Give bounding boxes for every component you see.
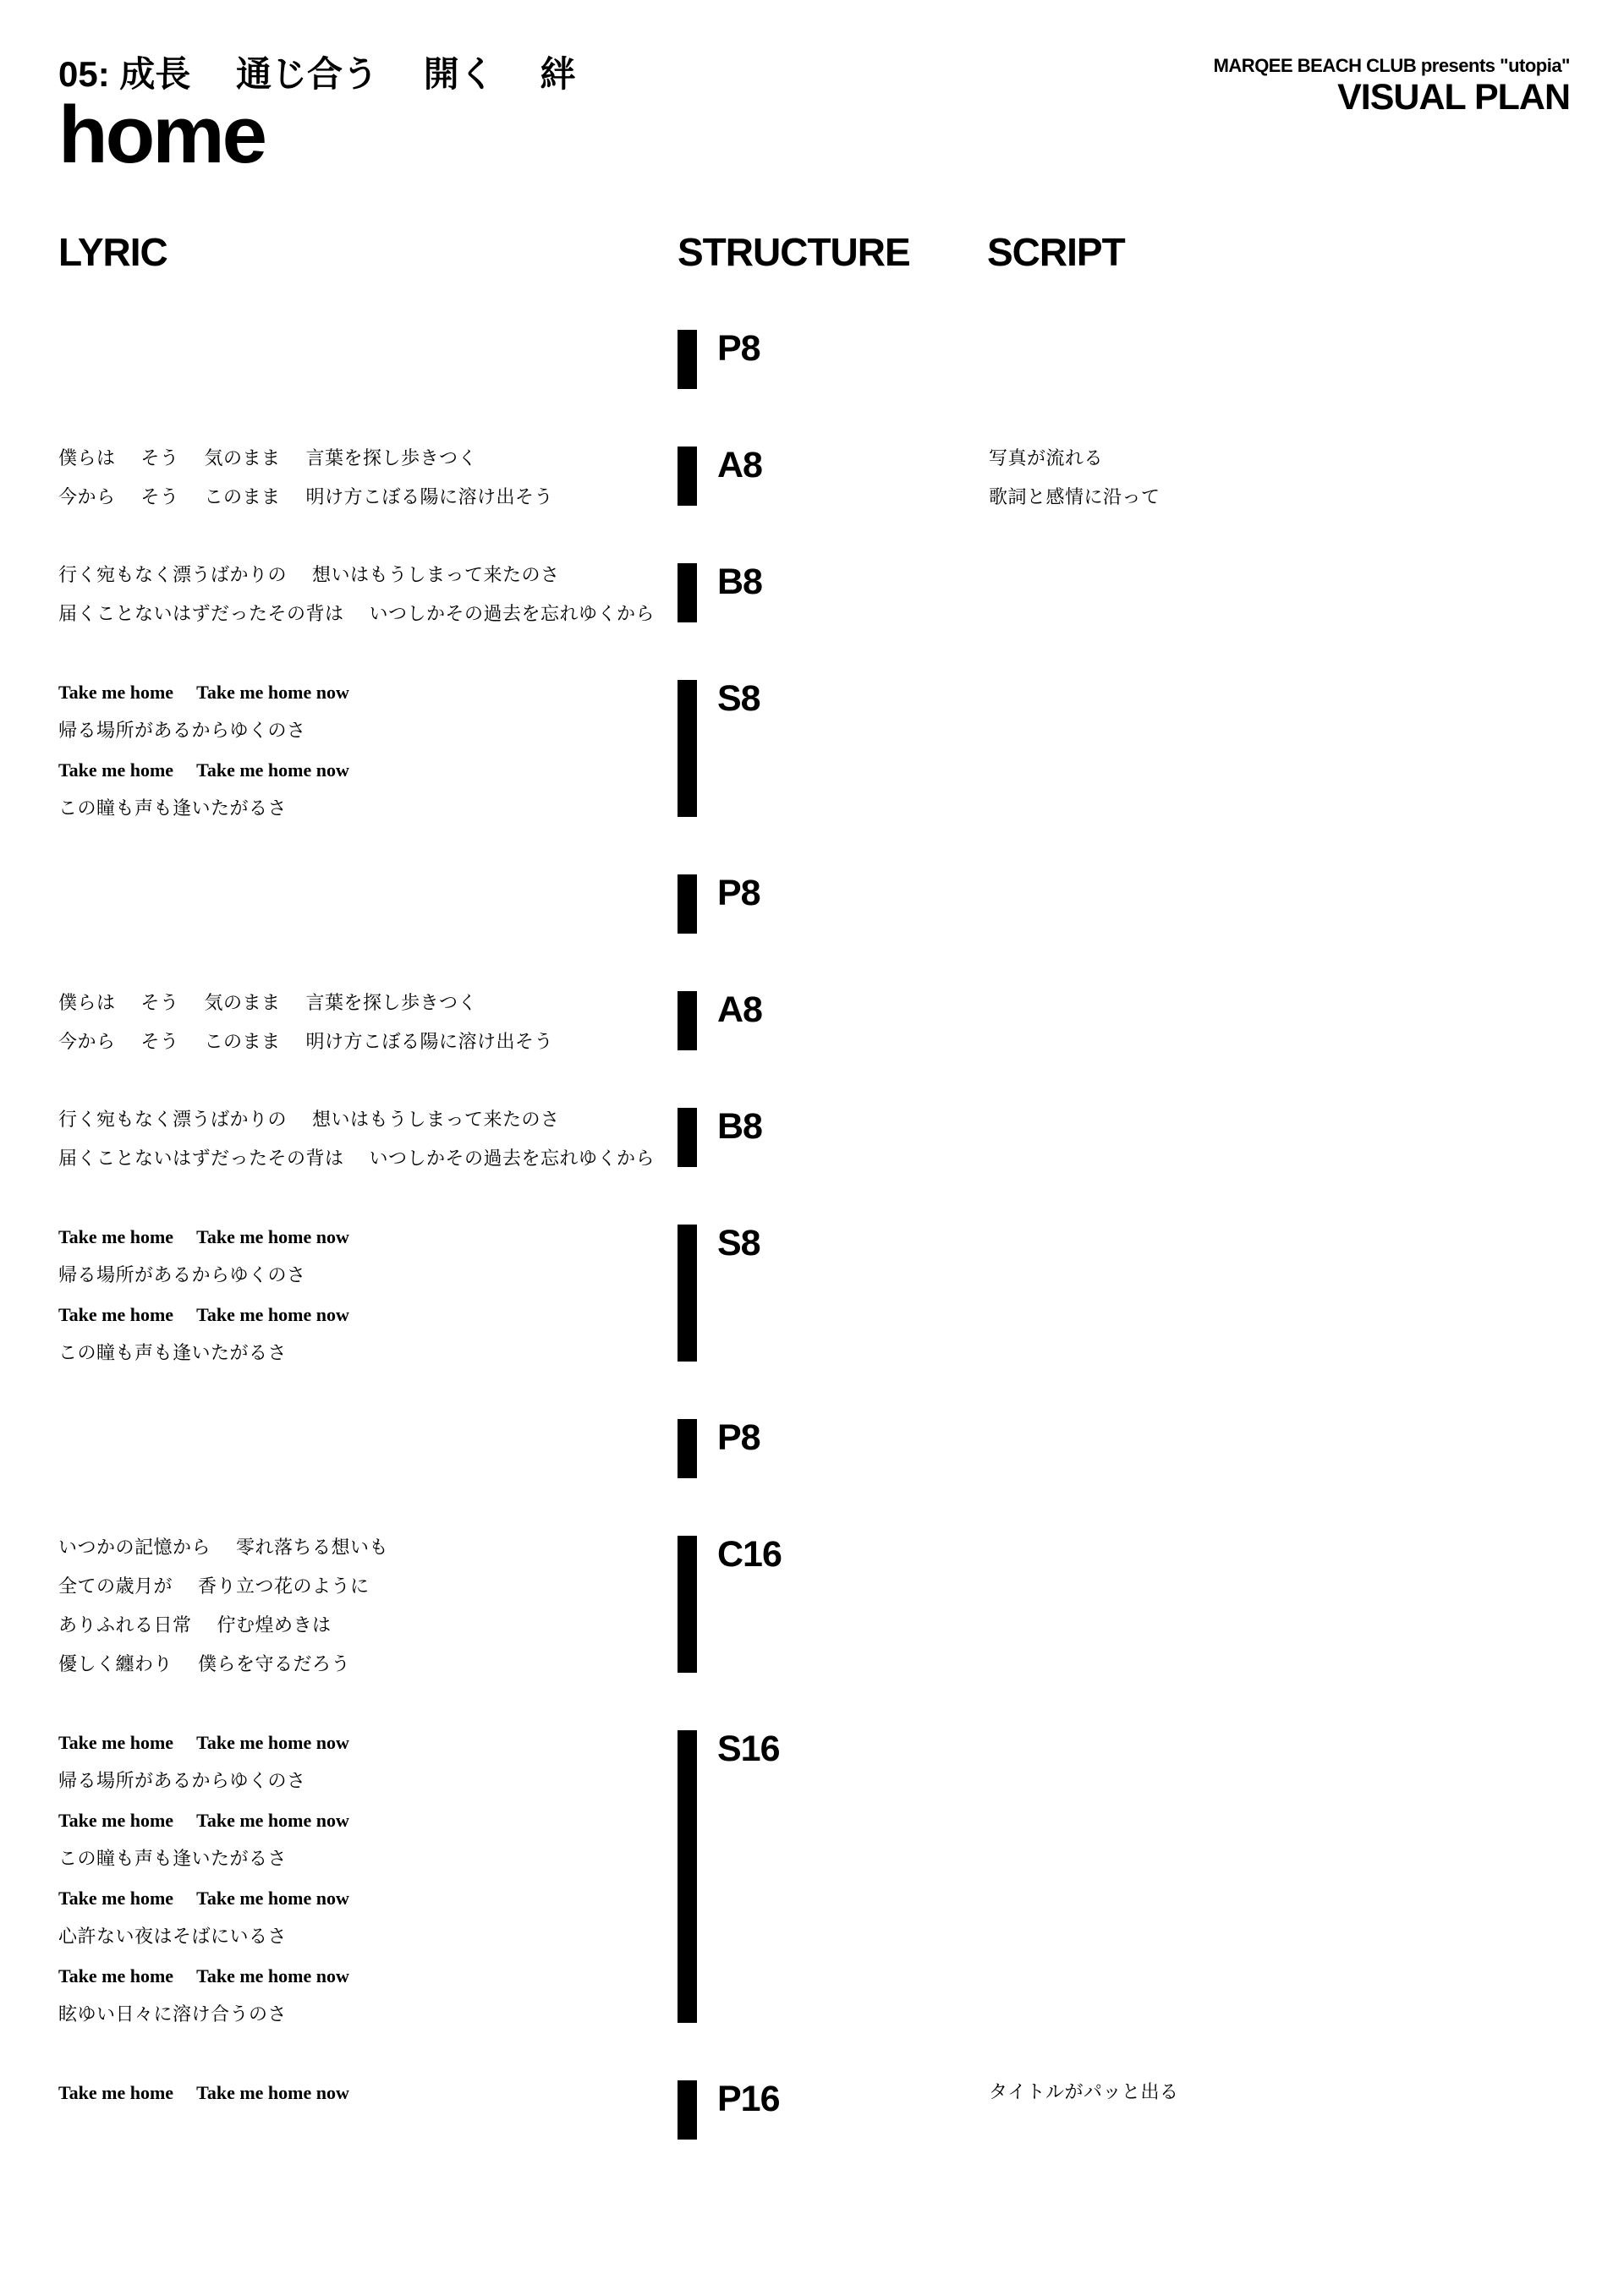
lyric-line: 行く宛もなく漂うばかりの 想いはもうしまって来たのさ	[58, 1110, 560, 1131]
lyric-line: 行く宛もなく漂うばかりの 想いはもうしまって来たのさ	[58, 565, 560, 586]
lyric-line: この瞳も声も逢いたがるさ	[58, 1343, 288, 1364]
structure-label: S8	[717, 1223, 760, 1263]
document-title: VISUAL PLAN	[1337, 77, 1570, 118]
lyric-line: 届くことないはずだったその背は いつしかその過去を忘れゆくから	[58, 604, 655, 625]
structure-bar	[678, 991, 697, 1050]
lyric-block	[58, 1101, 655, 1179]
lyric-line: 届くことないはずだったその背は いつしかその過去を忘れゆくから	[58, 1148, 655, 1170]
lyric-block	[58, 984, 553, 1062]
lyric-line: 僕らは そう 気のまま 言葉を探し歩きつく	[58, 448, 477, 469]
structure-bar	[678, 330, 697, 389]
lyric-line: いつかの記憶から 零れ落ちる想いも	[58, 1537, 388, 1559]
structure-label: P8	[717, 1417, 760, 1458]
lyric-line: Take me home Take me home now	[58, 1732, 349, 1753]
lyric-block	[58, 2074, 349, 2112]
lyric-line: この瞳も声も逢いたがるさ	[58, 1849, 288, 1870]
event-presents: MARQEE BEACH CLUB presents "utopia"	[1213, 55, 1570, 76]
lyric-block	[58, 1218, 349, 1373]
script-line: 写真が流れる	[989, 448, 1104, 469]
lyric-line: 今から そう このまま 明け方こぼる陽に溶け出そう	[58, 487, 553, 508]
structure-bar	[678, 1108, 697, 1167]
lyric-line: 僕らは そう 気のまま 言葉を探し歩きつく	[58, 993, 477, 1014]
structure-label: C16	[717, 1534, 782, 1575]
script-block	[989, 2074, 1179, 2112]
lyric-block	[58, 440, 553, 518]
script-line: 歌詞と感情に沿って	[989, 487, 1160, 508]
lyric-line: Take me home Take me home now	[58, 682, 349, 703]
song-title: home	[58, 90, 266, 180]
script-line: タイトルがパッと出る	[989, 2082, 1179, 2103]
lyric-block	[58, 556, 655, 634]
header-right	[1214, 54, 1570, 117]
lyric-line: Take me home Take me home now	[58, 1965, 349, 1986]
lyric-line: この瞳も声も逢いたがるさ	[58, 798, 288, 819]
column-header-lyric: LYRIC	[58, 230, 167, 274]
lyric-line: 心許ない夜はそばにいるさ	[58, 1926, 288, 1948]
lyric-line: Take me home Take me home now	[58, 2082, 349, 2103]
structure-label: B8	[717, 1106, 762, 1147]
lyric-block	[58, 673, 349, 829]
structure-bar	[678, 1536, 697, 1673]
lyric-line: ありふれる日常 佇む煌めきは	[58, 1615, 332, 1636]
structure-label: P8	[717, 328, 760, 369]
structure-label: B8	[717, 562, 762, 602]
lyric-block	[58, 1723, 349, 2035]
lyric-block	[58, 1529, 388, 1685]
structure-bar	[678, 680, 697, 817]
lyric-line: Take me home Take me home now	[58, 1226, 349, 1247]
structure-label: A8	[717, 445, 762, 485]
script-block	[989, 440, 1160, 518]
lyric-line: 眩ゆい日々に溶け合うのさ	[58, 2004, 288, 2025]
structure-bar	[678, 1730, 697, 2023]
lyric-line: 帰る場所があるからゆくのさ	[58, 1771, 306, 1792]
structure-label: S8	[717, 678, 760, 719]
lyric-line: 帰る場所があるからゆくのさ	[58, 1265, 306, 1286]
structure-bar	[678, 2080, 697, 2140]
structure-label: S16	[717, 1729, 780, 1769]
lyric-line: 全ての歳月が 香り立つ花のように	[58, 1576, 370, 1597]
lyric-line: Take me home Take me home now	[58, 759, 349, 781]
structure-bar	[678, 447, 697, 506]
lyric-line: Take me home Take me home now	[58, 1810, 349, 1831]
song-subtitle: 05: 成長 通じ合う 開く 絆	[58, 54, 576, 94]
structure-bar	[678, 563, 697, 622]
header-left	[58, 52, 575, 179]
structure-bar	[678, 1225, 697, 1362]
column-header-script: SCRIPT	[987, 230, 1125, 274]
lyric-line: Take me home Take me home now	[58, 1888, 349, 1909]
lyric-line: 帰る場所があるからゆくのさ	[58, 721, 306, 742]
structure-label: P16	[717, 2079, 780, 2119]
lyric-line: 優しく纏わり 僕らを守るだろう	[58, 1654, 350, 1675]
lyric-line: 今から そう このまま 明け方こぼる陽に溶け出そう	[58, 1032, 553, 1053]
lyric-line: Take me home Take me home now	[58, 1304, 349, 1325]
structure-bar	[678, 874, 697, 934]
structure-label: P8	[717, 873, 760, 913]
column-header-structure: STRUCTURE	[678, 230, 910, 274]
structure-bar	[678, 1419, 697, 1478]
structure-label: A8	[717, 989, 762, 1030]
